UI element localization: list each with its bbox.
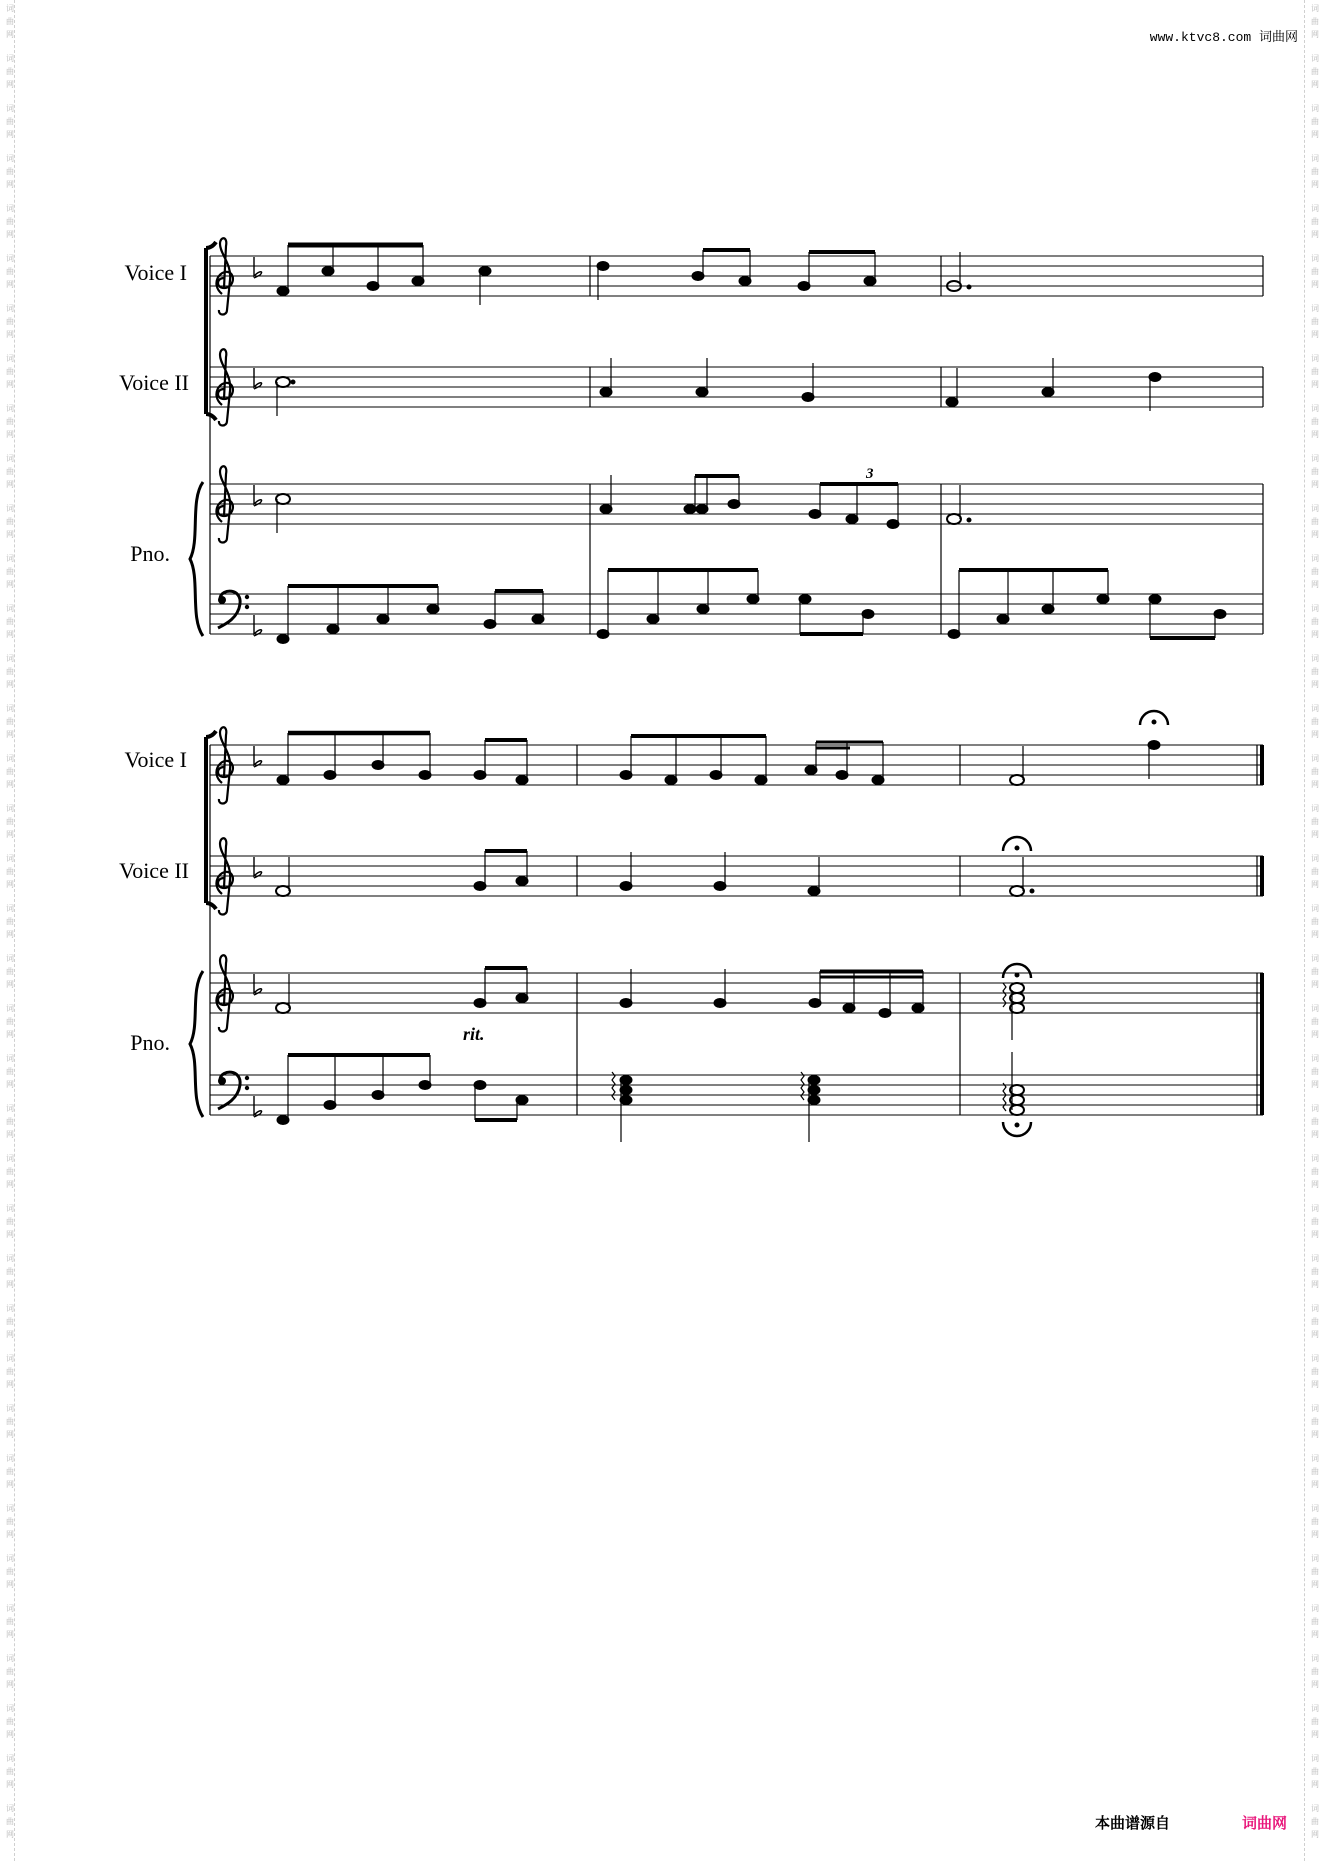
watermark-glyph: 网 <box>1311 180 1319 189</box>
watermark-glyph: 曲 <box>1311 17 1319 26</box>
voice1-label: Voice I <box>124 747 187 772</box>
watermark-glyph: 网 <box>1311 1230 1319 1239</box>
watermark-glyph: 词 <box>1311 1804 1319 1813</box>
watermark-glyph: 词 <box>1311 354 1319 363</box>
watermark-glyph: 曲 <box>6 1717 14 1726</box>
watermark-glyph: 曲 <box>6 1017 14 1026</box>
watermark-glyph: 词 <box>6 204 14 213</box>
watermark-glyph: 网 <box>1311 730 1319 739</box>
watermark-glyph: 词 <box>1311 1204 1319 1213</box>
watermark-glyph: 词 <box>6 1104 14 1113</box>
watermark-glyph: 词 <box>1311 104 1319 113</box>
watermark-glyph: 词 <box>6 354 14 363</box>
watermark-glyph: 词 <box>1311 404 1319 413</box>
watermark-glyph: 网 <box>6 1080 14 1089</box>
watermark-glyph: 网 <box>1311 680 1319 689</box>
watermark-glyph: 词 <box>1311 1554 1319 1563</box>
watermark-glyph: 曲 <box>6 17 14 26</box>
watermark-glyph: 曲 <box>1311 1167 1319 1176</box>
choir-bracket <box>206 242 216 420</box>
watermark-glyph: 词 <box>6 904 14 913</box>
watermark-glyph: 词 <box>6 1304 14 1313</box>
watermark-glyph: 词 <box>6 154 14 163</box>
watermark-glyph: 网 <box>6 280 14 289</box>
watermark-glyph: 网 <box>1311 1580 1319 1589</box>
watermark-glyph: 词 <box>6 1754 14 1763</box>
watermark-glyph: 曲 <box>6 1667 14 1676</box>
voice2-label: Voice II <box>119 858 189 883</box>
watermark-glyph: 词 <box>6 304 14 313</box>
watermark-glyph: 曲 <box>6 1817 14 1826</box>
watermark-glyph: 网 <box>1311 1480 1319 1489</box>
piano-brace <box>190 482 203 636</box>
watermark-glyph: 词 <box>6 554 14 563</box>
barlines <box>210 745 960 1115</box>
watermark-glyph: 网 <box>1311 980 1319 989</box>
watermark-glyph: 词 <box>1311 304 1319 313</box>
watermark-glyph: 曲 <box>6 867 14 876</box>
watermark-glyph: 词 <box>6 104 14 113</box>
watermark-glyph: 网 <box>1311 530 1319 539</box>
watermark-glyph: 词 <box>1311 54 1319 63</box>
system-1 <box>119 238 1263 643</box>
watermark-glyph: 网 <box>6 1630 14 1639</box>
watermark-glyph: 曲 <box>1311 417 1319 426</box>
watermark-glyph: 词 <box>1311 554 1319 563</box>
watermark-glyph: 网 <box>6 1330 14 1339</box>
watermark-glyph: 词 <box>6 1404 14 1413</box>
watermark-glyph: 词 <box>1311 904 1319 913</box>
watermark-glyph: 词 <box>1311 504 1319 513</box>
voice1-notes <box>277 711 1168 785</box>
watermark-glyph: 曲 <box>6 1167 14 1176</box>
watermark-glyph: 网 <box>6 530 14 539</box>
watermark-glyph: 曲 <box>1311 1067 1319 1076</box>
watermark-glyph: 网 <box>1311 830 1319 839</box>
watermark-glyph: 网 <box>6 1730 14 1739</box>
watermark-glyph: 网 <box>1311 1030 1319 1039</box>
watermark-glyph: 词 <box>6 1004 14 1013</box>
watermark-glyph: 词 <box>1311 4 1319 13</box>
piano-lh-notes <box>277 1052 1031 1142</box>
watermark-glyph: 词 <box>1311 1504 1319 1513</box>
watermark-glyph: 网 <box>6 730 14 739</box>
watermark-glyph: 网 <box>1311 1530 1319 1539</box>
watermark-glyph: 词 <box>6 1504 14 1513</box>
watermark-glyph: 网 <box>6 1180 14 1189</box>
watermark-glyph: 网 <box>1311 930 1319 939</box>
watermark-glyph: 曲 <box>1311 1817 1319 1826</box>
watermark-glyph: 曲 <box>1311 967 1319 976</box>
footer-brand-link[interactable]: 词曲网 <box>1242 1815 1288 1832</box>
tuplet-number: 3 <box>866 466 874 482</box>
watermark-glyph: 网 <box>1311 1380 1319 1389</box>
watermark-glyph: 词 <box>6 54 14 63</box>
staff-lines <box>210 256 1263 634</box>
watermark-glyph: 词 <box>6 1554 14 1563</box>
watermark-glyph: 网 <box>1311 130 1319 139</box>
watermark-glyph: 曲 <box>1311 1217 1319 1226</box>
watermark-glyph: 曲 <box>6 267 14 276</box>
watermark-glyph: 词 <box>6 1154 14 1163</box>
watermark-glyph: 网 <box>6 980 14 989</box>
watermark-glyph: 网 <box>1311 580 1319 589</box>
watermark-glyph: 词 <box>1311 1254 1319 1263</box>
watermark-glyph: 网 <box>6 380 14 389</box>
watermark-glyph: 曲 <box>6 567 14 576</box>
watermark-glyph: 曲 <box>6 1317 14 1326</box>
watermark-glyph: 网 <box>1311 80 1319 89</box>
watermark-glyph: 网 <box>6 430 14 439</box>
watermark-glyph: 网 <box>1311 1730 1319 1739</box>
piano-lh-notes <box>277 570 1226 644</box>
piano-label: Pno. <box>130 1030 170 1055</box>
watermark-glyph: 曲 <box>1311 167 1319 176</box>
watermark-glyph: 曲 <box>1311 317 1319 326</box>
voice2-label: Voice II <box>119 370 189 395</box>
watermark-glyph: 曲 <box>6 1067 14 1076</box>
watermark-glyph: 网 <box>1311 430 1319 439</box>
watermark-glyph: 网 <box>6 1230 14 1239</box>
watermark-glyph: 曲 <box>1311 467 1319 476</box>
watermark-glyph: 词 <box>6 254 14 263</box>
watermark-glyph: 网 <box>6 580 14 589</box>
watermark-glyph: 词 <box>6 1254 14 1263</box>
watermark-glyph: 曲 <box>6 667 14 676</box>
watermark-glyph: 词 <box>6 1704 14 1713</box>
watermark-glyph: 词 <box>6 704 14 713</box>
watermark-glyph: 词 <box>6 1454 14 1463</box>
final-barlines <box>1257 745 1262 1115</box>
watermark-glyph: 网 <box>6 1530 14 1539</box>
watermark-glyph: 词 <box>1311 604 1319 613</box>
watermark-glyph: 网 <box>6 1830 14 1839</box>
watermark-glyph: 曲 <box>6 1467 14 1476</box>
watermark-glyph: 曲 <box>1311 867 1319 876</box>
watermark-glyph: 词 <box>1311 1454 1319 1463</box>
watermark-glyph: 网 <box>6 230 14 239</box>
watermark-glyph: 曲 <box>6 1417 14 1426</box>
watermark-glyph: 词 <box>1311 704 1319 713</box>
watermark-glyph: 网 <box>6 30 14 39</box>
watermark-glyph: 网 <box>1311 480 1319 489</box>
watermark-glyph: 网 <box>6 480 14 489</box>
piano-label: Pno. <box>130 541 170 566</box>
watermark-glyph: 曲 <box>1311 1317 1319 1326</box>
watermark-glyph: 网 <box>6 680 14 689</box>
watermark-glyph: 词 <box>1311 1754 1319 1763</box>
watermark-glyph: 曲 <box>6 367 14 376</box>
watermark-glyph: 词 <box>1311 204 1319 213</box>
watermark-glyph: 词 <box>6 1804 14 1813</box>
watermark-glyph: 曲 <box>1311 1417 1319 1426</box>
watermark-glyph: 词 <box>1311 754 1319 763</box>
watermark-glyph: 网 <box>1311 380 1319 389</box>
watermark-glyph: 曲 <box>1311 1717 1319 1726</box>
watermark-glyph: 网 <box>6 930 14 939</box>
watermark-glyph: 曲 <box>1311 717 1319 726</box>
watermark-glyph: 曲 <box>6 467 14 476</box>
watermark-glyph: 曲 <box>1311 1367 1319 1376</box>
watermark-glyph: 曲 <box>1311 667 1319 676</box>
watermark-glyph: 网 <box>6 630 14 639</box>
watermark-glyph: 词 <box>1311 954 1319 963</box>
system-2 <box>119 711 1263 1142</box>
watermark-glyph: 曲 <box>6 717 14 726</box>
watermark-glyph: 词 <box>1311 1704 1319 1713</box>
watermark-glyph: 曲 <box>1311 767 1319 776</box>
watermark-glyph: 曲 <box>1311 817 1319 826</box>
watermark-glyph: 网 <box>1311 1280 1319 1289</box>
watermark-glyph: 网 <box>6 1480 14 1489</box>
watermark-glyph: 曲 <box>1311 567 1319 576</box>
watermark-glyph: 词 <box>6 954 14 963</box>
watermark-glyph: 曲 <box>1311 1467 1319 1476</box>
watermark-glyph: 网 <box>6 830 14 839</box>
watermark-glyph: 网 <box>1311 630 1319 639</box>
watermark-glyph: 曲 <box>6 1617 14 1626</box>
watermark-glyph: 网 <box>1311 1330 1319 1339</box>
footer-source-text: 本曲谱源自 <box>1095 1815 1171 1832</box>
watermark-glyph: 曲 <box>1311 67 1319 76</box>
watermark-glyph: 曲 <box>1311 1567 1319 1576</box>
watermark-glyph: 词 <box>1311 1654 1319 1663</box>
watermark-glyph: 曲 <box>1311 1517 1319 1526</box>
watermark-glyph: 曲 <box>6 917 14 926</box>
watermark-glyph: 曲 <box>1311 517 1319 526</box>
site-url: www.ktvc8.com 词曲网 <box>1149 30 1298 45</box>
watermark-glyph: 词 <box>1311 654 1319 663</box>
watermark-glyph: 词 <box>1311 154 1319 163</box>
watermark-glyph: 曲 <box>1311 1267 1319 1276</box>
watermark-glyph: 网 <box>1311 880 1319 889</box>
watermark-glyph: 曲 <box>6 1567 14 1576</box>
watermark-glyph: 网 <box>1311 30 1319 39</box>
watermark-glyph: 网 <box>1311 1680 1319 1689</box>
watermark-glyph: 曲 <box>6 117 14 126</box>
watermark-glyph: 曲 <box>1311 267 1319 276</box>
watermark-glyph: 曲 <box>1311 1017 1319 1026</box>
watermark-glyph: 曲 <box>6 67 14 76</box>
choir-bracket <box>206 731 216 909</box>
staff-lines <box>210 745 1263 1115</box>
watermark-glyph: 网 <box>1311 330 1319 339</box>
watermark-glyph: 曲 <box>6 767 14 776</box>
watermark-glyph: 网 <box>1311 1830 1319 1839</box>
watermark-glyph: 词 <box>6 804 14 813</box>
watermark-glyph: 曲 <box>6 1117 14 1126</box>
watermark-glyph: 词 <box>6 504 14 513</box>
watermark-glyph: 曲 <box>1311 1667 1319 1676</box>
watermark-glyph: 网 <box>1311 230 1319 239</box>
watermark-glyph: 词 <box>1311 804 1319 813</box>
watermark-glyph: 词 <box>1311 854 1319 863</box>
watermark-glyph: 词 <box>6 1354 14 1363</box>
watermark-glyph: 词 <box>6 1604 14 1613</box>
watermark-glyph: 网 <box>1311 1430 1319 1439</box>
watermark-glyph: 网 <box>6 1130 14 1139</box>
watermark-glyph: 曲 <box>1311 217 1319 226</box>
watermark-glyph: 网 <box>6 1280 14 1289</box>
watermark-glyph: 词 <box>6 4 14 13</box>
watermark-glyph: 词 <box>6 1054 14 1063</box>
watermark-glyph: 网 <box>6 1030 14 1039</box>
watermark-glyph: 词 <box>6 754 14 763</box>
watermark-glyph: 曲 <box>6 1367 14 1376</box>
watermark-glyph: 词 <box>1311 1354 1319 1363</box>
watermark-glyph: 词 <box>1311 1104 1319 1113</box>
watermark-glyph: 网 <box>6 80 14 89</box>
watermark-glyph: 曲 <box>1311 367 1319 376</box>
watermark-glyph: 网 <box>1311 280 1319 289</box>
watermark-glyph: 词 <box>1311 1404 1319 1413</box>
watermark-glyph: 曲 <box>6 1267 14 1276</box>
watermark-glyph: 网 <box>1311 1130 1319 1139</box>
watermark-glyph: 词 <box>1311 254 1319 263</box>
watermark-glyph: 网 <box>6 130 14 139</box>
watermark-glyph: 词 <box>1311 1004 1319 1013</box>
watermark-glyph: 网 <box>1311 1780 1319 1789</box>
watermark-glyph: 网 <box>1311 1630 1319 1639</box>
watermark-glyph: 词 <box>6 454 14 463</box>
watermark-glyph: 曲 <box>6 967 14 976</box>
watermark-glyph: 网 <box>6 780 14 789</box>
watermark-glyph: 网 <box>6 330 14 339</box>
watermark-glyph: 曲 <box>6 517 14 526</box>
tempo-mark: rit. <box>463 1024 485 1044</box>
watermark-glyph: 词 <box>6 1204 14 1213</box>
watermark-glyph: 网 <box>1311 1080 1319 1089</box>
watermark-glyph: 网 <box>6 1380 14 1389</box>
watermark-glyph: 网 <box>6 880 14 889</box>
watermark-glyph: 网 <box>6 1430 14 1439</box>
watermark-glyph: 词 <box>1311 1054 1319 1063</box>
watermark-glyph: 网 <box>6 1680 14 1689</box>
watermark-glyph: 曲 <box>6 1517 14 1526</box>
watermark-glyph: 词 <box>6 654 14 663</box>
watermark-glyph: 曲 <box>1311 617 1319 626</box>
watermark-glyph: 词 <box>1311 1304 1319 1313</box>
watermark-glyph: 曲 <box>1311 1117 1319 1126</box>
watermark-glyph: 曲 <box>1311 1767 1319 1776</box>
watermark-glyph: 曲 <box>6 817 14 826</box>
watermark-glyph: 网 <box>6 1780 14 1789</box>
watermark-glyph: 词 <box>6 404 14 413</box>
watermark-glyph: 词 <box>1311 1604 1319 1613</box>
watermark-glyph: 曲 <box>1311 117 1319 126</box>
piano-rh-notes <box>276 964 1031 1040</box>
watermark-glyph: 词 <box>6 604 14 613</box>
watermark-glyph: 曲 <box>6 617 14 626</box>
watermark-glyph: 词 <box>6 1654 14 1663</box>
watermark-glyph: 网 <box>1311 780 1319 789</box>
watermark-glyph: 曲 <box>6 317 14 326</box>
watermark-glyph: 网 <box>1311 1180 1319 1189</box>
watermark-glyph: 曲 <box>6 1767 14 1776</box>
watermark-glyph: 曲 <box>6 167 14 176</box>
watermark-glyph: 词 <box>6 854 14 863</box>
voice1-label: Voice I <box>124 260 187 285</box>
watermark-glyph: 词 <box>1311 1154 1319 1163</box>
watermark-glyph: 曲 <box>1311 917 1319 926</box>
barlines <box>210 256 1263 634</box>
watermark-glyph: 网 <box>6 180 14 189</box>
watermark-glyph: 词 <box>1311 454 1319 463</box>
watermark-glyph: 曲 <box>6 217 14 226</box>
watermark-glyph: 曲 <box>6 1217 14 1226</box>
watermark-glyph: 曲 <box>1311 1617 1319 1626</box>
watermark-glyph: 曲 <box>6 417 14 426</box>
piano-brace <box>190 971 203 1117</box>
watermark-glyph: 网 <box>6 1580 14 1589</box>
